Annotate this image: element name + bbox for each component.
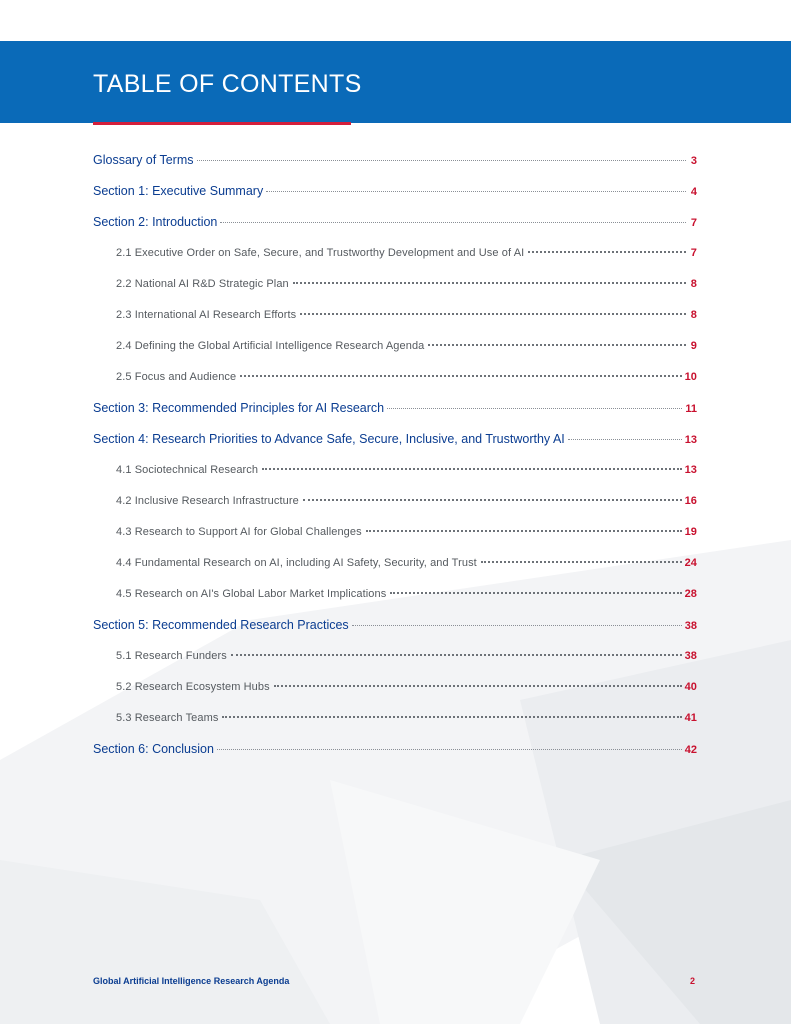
toc-entry-label: 4.5 Research on AI's Global Labor Market Implications <box>116 588 387 600</box>
toc-section-entry[interactable] <box>93 151 697 169</box>
toc-dot-leader <box>568 439 682 440</box>
toc-page-number: 8 <box>690 278 697 290</box>
toc-dot-leader <box>240 375 681 377</box>
toc-section-entry[interactable] <box>93 616 697 634</box>
toc-entry-label: 5.1 Research Funders <box>116 650 227 662</box>
toc-entry-label: 2.5 Focus and Audience <box>116 371 237 383</box>
toc-dot-leader <box>528 251 686 253</box>
toc-dot-leader <box>387 408 682 409</box>
toc-dot-leader <box>428 344 686 346</box>
toc-dot-leader <box>352 625 682 626</box>
toc-dot-leader <box>220 222 686 223</box>
toc-entry-label: 4.3 Research to Support AI for Global Challenges <box>116 526 362 538</box>
toc-subsection-entry[interactable] <box>116 554 697 572</box>
toc-dot-leader <box>262 468 681 470</box>
toc-page-number: 24 <box>684 557 697 569</box>
toc-dot-leader <box>293 282 686 284</box>
toc-dot-leader <box>217 749 682 750</box>
toc-page-number: 3 <box>690 155 697 167</box>
toc-entry-label: 2.2 National AI R&D Strategic Plan <box>116 278 289 290</box>
toc-page-number: 16 <box>684 495 697 507</box>
toc-page-number: 42 <box>684 744 697 756</box>
toc-page-number: 11 <box>685 403 697 415</box>
toc-entry-label: 4.1 Sociotechnical Research <box>116 464 259 476</box>
toc-dot-leader <box>300 313 686 315</box>
toc-entry-label: Section 2: Introduction <box>93 215 218 229</box>
toc-dot-leader <box>366 530 682 532</box>
toc-subsection-entry[interactable] <box>116 275 697 293</box>
toc-subsection-entry[interactable] <box>116 492 697 510</box>
toc-page-number: 13 <box>684 464 697 476</box>
toc-entry-label: Section 3: Recommended Principles for AI Research <box>93 401 385 415</box>
toc-subsection-entry[interactable] <box>116 523 697 541</box>
toc-section-entry[interactable] <box>93 740 697 758</box>
toc-page-number: 10 <box>684 371 697 383</box>
toc-subsection-entry[interactable] <box>116 244 697 262</box>
toc-section-entry[interactable] <box>93 399 697 417</box>
toc-entry-label: 2.3 International AI Research Efforts <box>116 309 297 321</box>
footer-page-number: 2 <box>689 976 695 986</box>
toc-subsection-entry[interactable] <box>116 461 697 479</box>
toc-subsection-entry[interactable] <box>116 585 697 603</box>
toc-section-entry[interactable] <box>93 182 697 200</box>
toc-section-entry[interactable] <box>93 213 697 231</box>
toc-entry-label: Section 1: Executive Summary <box>93 184 264 198</box>
toc-page-number: 40 <box>684 681 697 693</box>
toc-section-entry[interactable] <box>93 430 697 448</box>
toc-dot-leader <box>266 191 686 192</box>
page-title: TABLE OF CONTENTS <box>93 70 362 98</box>
toc-page-number: 8 <box>690 309 697 321</box>
toc-entry-label: Section 4: Research Priorities to Advance Safe, Secure, Inclusive, and Trustworthy AI <box>93 432 565 446</box>
toc-dot-leader <box>481 561 682 563</box>
toc-entry-label: 4.4 Fundamental Research on AI, including AI Safety, Security, and Trust <box>116 557 477 569</box>
toc-dot-leader <box>231 654 682 656</box>
toc-page-number: 13 <box>684 434 697 446</box>
toc-dot-leader <box>303 499 682 501</box>
footer-document-title: Global Artificial Intelligence Research Agenda <box>93 976 290 986</box>
toc-page-number: 9 <box>690 340 697 352</box>
toc-page-number: 28 <box>684 588 697 600</box>
toc-subsection-entry[interactable] <box>116 306 697 324</box>
toc-page-number: 38 <box>684 650 697 662</box>
toc-page-number: 7 <box>690 217 697 229</box>
toc-dot-leader <box>390 592 681 594</box>
toc-page-number: 4 <box>690 186 697 198</box>
toc-page-number: 19 <box>684 526 697 538</box>
toc-entry-label: 5.3 Research Teams <box>116 712 219 724</box>
toc-entry-label: Section 6: Conclusion <box>93 742 214 756</box>
toc-page-number: 41 <box>684 712 697 724</box>
toc-subsection-entry[interactable] <box>116 647 697 665</box>
toc-page-number: 7 <box>690 247 697 259</box>
toc-entry-label: Section 5: Recommended Research Practices <box>93 618 349 632</box>
toc-entry-label: 5.2 Research Ecosystem Hubs <box>116 681 270 693</box>
toc-entry-label: 2.4 Defining the Global Artificial Intelligence Research Agenda <box>116 340 425 352</box>
toc-entry-label: 2.1 Executive Order on Safe, Secure, and Trustworthy Development and Use of AI <box>116 247 525 259</box>
toc-dot-leader <box>274 685 682 687</box>
toc-dot-leader <box>222 716 681 718</box>
toc-subsection-entry[interactable] <box>116 368 697 386</box>
toc-entry-label: Glossary of Terms <box>93 153 194 167</box>
toc-subsection-entry[interactable] <box>116 337 697 355</box>
toc-subsection-entry[interactable] <box>116 678 697 696</box>
toc-dot-leader <box>197 160 687 161</box>
toc-entry-label: 4.2 Inclusive Research Infrastructure <box>116 495 299 507</box>
toc-subsection-entry[interactable] <box>116 709 697 727</box>
toc-page-number: 38 <box>684 620 697 632</box>
